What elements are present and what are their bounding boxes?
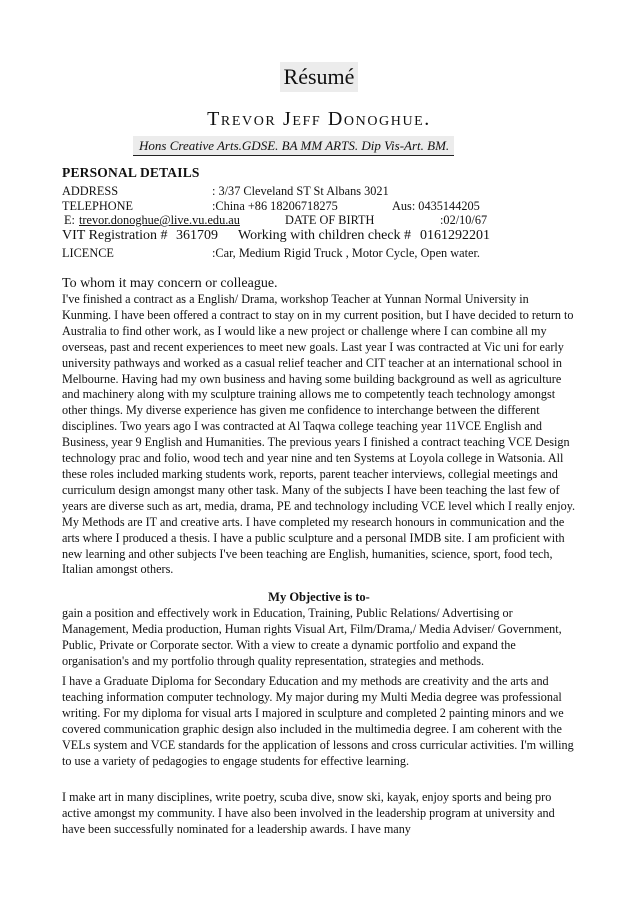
candidate-name: Trevor Jeff Donoghue. [207, 108, 431, 130]
salutation: To whom it may concern or colleague. [62, 276, 278, 291]
wwc-label: Working with children check # [238, 228, 412, 243]
resume-title [0, 62, 638, 92]
licence-label: LICENCE [62, 246, 114, 260]
vit-value: 361709 [176, 228, 218, 243]
address-label: ADDRESS [62, 184, 119, 198]
email-link[interactable]: trevor.donoghue@live.vu.edu.au [79, 213, 240, 227]
resume-title-text: Résumé [280, 62, 359, 92]
interests-paragraph: I make art in many disciplines, write poetry, scuba dive, snow ski, kayak, enjoy sports and being pro active amongst my community. I have also been involved in the leadership program at university and have been successfully nominated for a leadership awards. I have many [62, 790, 555, 836]
personal-details-heading: PERSONAL DETAILS [62, 165, 200, 180]
telephone-label: TELEPHONE [62, 199, 134, 213]
objective-paragraph: gain a position and effectively work in Education, Training, Public Relations/ Advertising or Management, Media production, Human rights Visual Art, Film/Drama,/ Media Adviser/ Government, Public, Private or Corporate sector. With a view to create a dynamic portfolio and expand the organisation's and my portfolio through quality representation, strategies and methods. [62, 606, 562, 668]
address-value: : 3/37 Cleveland ST St Albans 3021 [212, 184, 389, 198]
objective-heading: My Objective is to- [268, 590, 370, 604]
intro-paragraph: I've finished a contract as a English/ Drama, workshop Teacher at Yunnan Normal University in Kunming. I have been offered a contract to stay on in my current position, but I have decided to return to Australia to find other work, as I would like a new project or challenge where I can combine all my overseas, past and recent experiences to meet new goals. Last year I was contracted at Vic uni for early university pathways and worked as a casual relief teacher and CIT teacher at an international school in Melbourne. Having had my own business and having some building background as well as agriculture and machinery along with my sculpture training allows me to competently teach technology amongst other things. My diverse experience has given me confidence to interchange between the different disciplines. Two years ago I was contracted at Al Taqwa college teaching year 11VCE English and Business, year 9 English and Humanities. The previous years I finished a contract teaching VCE Design technology prac and folio, wood tech and year nine and ten Systems at Loyola college in Watsonia. All these roles included marking students work, reports, parent teacher interviews, collegial meetings and curriculum design amongst many other task. Many of the subjects I have been teaching the last few of years are diverse such as art, media, drama, PE and technology including VCE level which I really enjoy. My Methods are IT and creative arts. I have completed my research honours in communication and the arts where I produced a thesis. I have a public sculpture and a personal IMDB site. I am proficient with new learning and other subjects I've been teaching are English, humanities, science, sport, food tech, Italian amongst others. [62, 292, 576, 577]
vit-label: VIT Registration # [62, 228, 168, 243]
email-prefix: E: [64, 213, 75, 227]
graduate-paragraph: I have a Graduate Diploma for Secondary Education and my methods are creativity and the arts and teaching information computer technology. My major during my Multi Media degree was professional writing. For my diploma for visual arts I majored in sculpture and completed 2 painting minors and we covered communication graphic design also included in the multimedia degree. I am coherent with the VELs system and VCE standards for the application of lessons and cross curricular activities. I'm willing to use a variety of pedagogies to engage students for effective learning. [62, 674, 574, 768]
dob-label: DATE OF BIRTH [285, 213, 375, 227]
licence-value: :Car, Medium Rigid Truck , Motor Cycle, Open water. [212, 246, 480, 260]
wwc-value: 0161292201 [420, 228, 490, 243]
dob-value: :02/10/67 [440, 213, 488, 227]
telephone-aus: Aus: 0435144205 [392, 199, 480, 213]
telephone-china: :China +86 18206718275 [212, 199, 338, 213]
qualifications-line: Hons Creative Arts.GDSE. BA MM ARTS. Dip Vis-Art. BM. [133, 136, 454, 156]
